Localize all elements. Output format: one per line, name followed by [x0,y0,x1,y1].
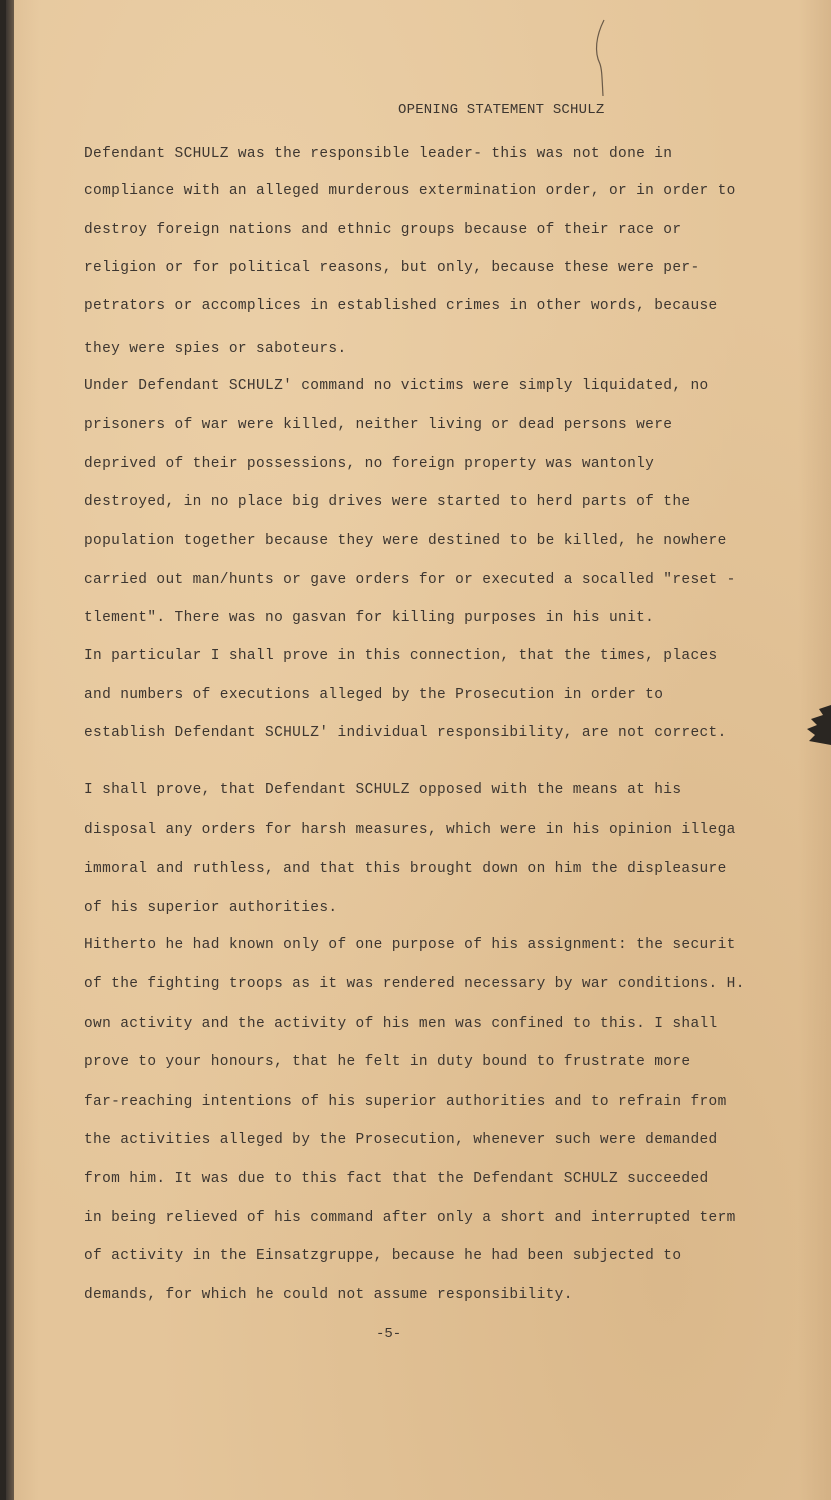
body-line: prisoners of war were killed, neither living or dead persons were [84,417,673,433]
body-line: deprived of their possessions, no foreign property was wantonly [84,456,655,472]
body-line: petrators or accomplices in established crimes in other words, because [84,298,718,314]
body-line: Defendant SCHULZ was the responsible leader- this was not done in [84,146,673,162]
body-line: far-reaching intentions of his superior authorities and to refrain from [84,1094,727,1110]
page-edge [6,0,14,1500]
pencil-mark [590,18,612,98]
body-line: carried out man/hunts or gave orders for or executed a socalled "reset - [84,572,736,588]
page-number: -5- [376,1326,402,1342]
body-line: demands, for which he could not assume responsibility. [84,1287,573,1303]
body-line: establish Defendant SCHULZ' individual responsibility, are not correct. [84,725,727,741]
body-line: in being relieved of his command after only a short and interrupted term [84,1210,736,1226]
body-line: immoral and ruthless, and that this brought down on him the displeasure [84,861,727,877]
body-line: I shall prove, that Defendant SCHULZ opposed with the means at his [84,782,682,798]
body-line: Hitherto he had known only of one purpose of his assignment: the securit [84,937,736,953]
body-line: In particular I shall prove in this connection, that the times, places [84,648,718,664]
body-line: the activities alleged by the Prosecution, whenever such were demanded [84,1132,718,1148]
body-line: tlement". There was no gasvan for killing purposes in his unit. [84,610,655,626]
body-line: prove to your honours, that he felt in duty bound to frustrate more [84,1054,691,1070]
body-line: of the fighting troops as it was rendered necessary by war conditions. H. [84,976,745,992]
body-line: from him. It was due to this fact that the Defendant SCHULZ succeeded [84,1171,709,1187]
body-line: own activity and the activity of his men was confined to this. I shall [84,1016,718,1032]
document-title: OPENING STATEMENT SCHULZ [398,102,605,118]
body-line: Under Defendant SCHULZ' command no victims were simply liquidated, no [84,378,709,394]
body-line: compliance with an alleged murderous extermination order, or in order to [84,183,736,199]
body-line: destroyed, in no place big drives were started to herd parts of the [84,494,691,510]
document-page [6,0,831,1500]
body-line: and numbers of executions alleged by the Prosecution in order to [84,687,664,703]
torn-edge [797,705,831,745]
body-line: population together because they were destined to be killed, he nowhere [84,533,727,549]
body-line: of his superior authorities. [84,900,338,916]
body-line: they were spies or saboteurs. [84,341,347,357]
body-line: religion or for political reasons, but only, because these were per- [84,260,700,276]
body-line: of activity in the Einsatzgruppe, because he had been subjected to [84,1248,682,1264]
body-line: destroy foreign nations and ethnic groups because of their race or [84,222,682,238]
body-line: disposal any orders for harsh measures, which were in his opinion illega [84,822,736,838]
